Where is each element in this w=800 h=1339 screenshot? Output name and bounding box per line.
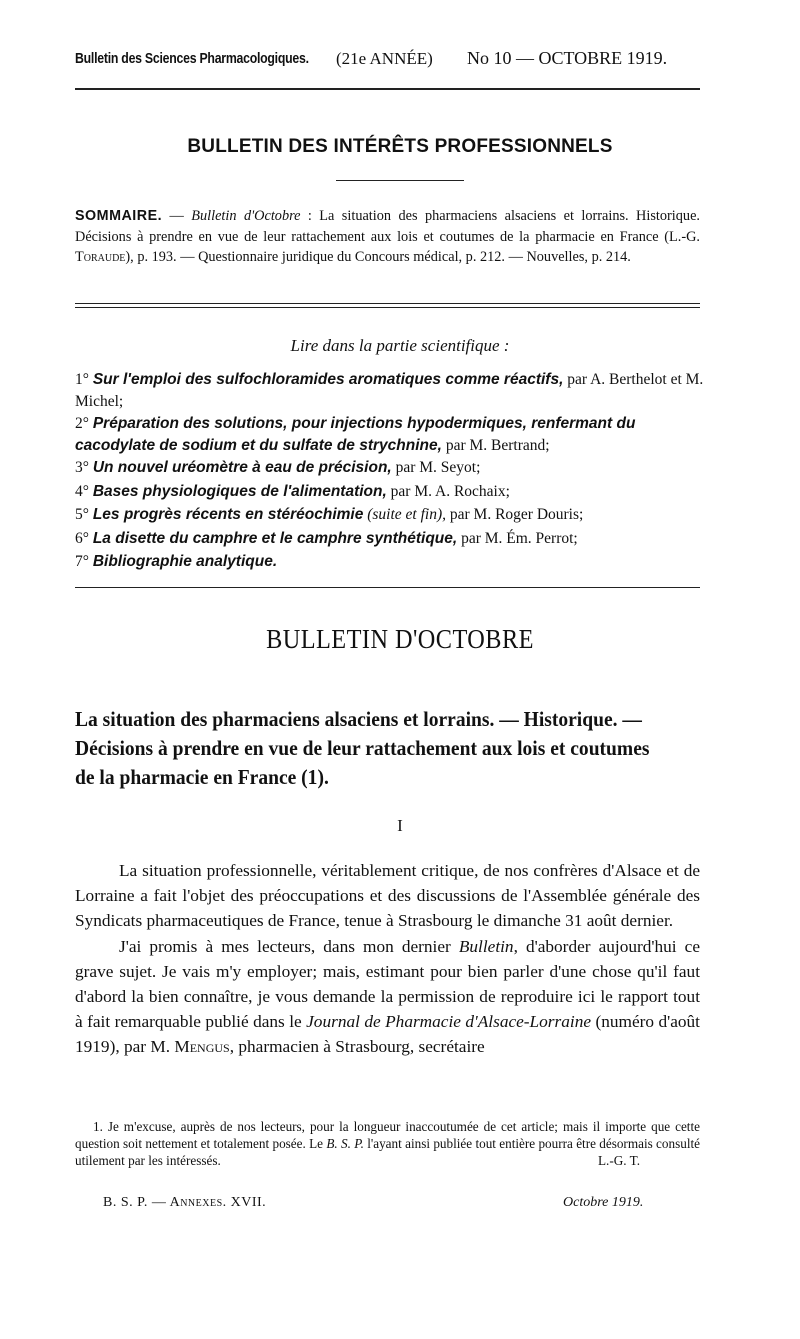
toc-intro: Lire dans la partie scientifique : bbox=[290, 336, 510, 355]
paragraph-1: La situation professionnelle, véritablement critique, de nos confrères d'Alsace et de Lorraine a fait l'objet des préoccupations et des discussions de l'Assemblée générale des Syndicats pharmaceutiques de France, tenue à Strasbourg le dimanche 31 août dernier. bbox=[75, 861, 700, 931]
footnote-text: l'ayant ainsi publiée tout entière pourra être désormais consulté utilement par les intéressés. bbox=[75, 1136, 700, 1169]
toc-num: 6° bbox=[75, 530, 89, 547]
summary-rule-2 bbox=[75, 307, 700, 308]
toc-authors: par M. Seyot; bbox=[391, 459, 481, 476]
toc-num: 5° bbox=[75, 506, 89, 523]
text: , pharmacien à Strasbourg, secrétaire bbox=[229, 1037, 485, 1057]
summary-author: L.-G. Toraude bbox=[75, 228, 700, 265]
toc-title: Préparation des solutions, pour injections hypodermiques, renfermant du cacodylate de sodium et du sulfate de strychnine, bbox=[75, 415, 636, 454]
summary-rule-1 bbox=[75, 303, 700, 304]
footer-reference: B. S. P. — Annexes. XVII. bbox=[103, 1195, 267, 1210]
paragraph-2 bbox=[75, 934, 700, 1060]
toc-rule bbox=[75, 587, 700, 588]
toc-title: La disette du camphre et le camphre synthétique, bbox=[92, 530, 458, 547]
toc-title: Les progrès récents en stéréochimie bbox=[92, 506, 364, 523]
toc-authors: par M. A. Rochaix; bbox=[386, 483, 510, 500]
toc-item bbox=[75, 481, 705, 503]
footnote-italic: B. S. P. bbox=[326, 1136, 364, 1152]
toc-item bbox=[75, 369, 705, 413]
toc-extra: (suite et fin), bbox=[363, 506, 446, 523]
toc-item bbox=[75, 551, 705, 573]
summary-text-2: ), p. 193. — Questionnaire juridique du Concours médical, p. 212. — Nouvelles, p. 214. bbox=[125, 249, 631, 265]
footnote-signature: L.-G. T. bbox=[598, 1153, 640, 1169]
toc-authors: par M. Ém. Perrot; bbox=[457, 530, 578, 547]
footnote-text: 1. Je m'excuse, auprès de nos lecteurs, pour la longueur inaccoutumée de cet article; mais il importe que cette question soit nettement et totalement posée. Le bbox=[75, 1119, 700, 1152]
footer-date: Octobre 1919. bbox=[563, 1195, 644, 1210]
article-body bbox=[75, 858, 700, 1060]
summary-text-1: : La situation des pharmaciens alsaciens et lorrains. Historique. Décisions à prendre en vue de leur rattachement aux lois et coutumes de la pharmacie en France ( bbox=[75, 208, 700, 245]
toc-authors: par M. Bertrand; bbox=[441, 437, 550, 454]
article-title: La situation des pharmaciens alsaciens et lorrains. — Historique. — Décisions à prendre en vue de leur rattachement aux lois et coutumes de la pharmacie en France (1). bbox=[75, 707, 650, 789]
toc-item bbox=[75, 457, 705, 479]
italic-bulletin: Bulletin bbox=[458, 936, 514, 956]
text: (numéro d'août 1919), par M. bbox=[75, 1012, 700, 1057]
toc-item bbox=[75, 528, 705, 550]
header-rule bbox=[75, 88, 700, 90]
summary-paragraph bbox=[75, 206, 700, 268]
summary-label: SOMMAIRE. bbox=[75, 208, 163, 224]
italic-journal: Journal de Pharmacie d'Alsace-Lorraine bbox=[306, 1012, 592, 1032]
toc-authors: par M. Roger Douris; bbox=[446, 506, 584, 523]
title-short-rule bbox=[336, 180, 464, 181]
toc-item bbox=[75, 504, 705, 526]
section-numeral: I bbox=[397, 816, 403, 835]
toc-num: 3° bbox=[75, 459, 89, 476]
summary-bulletin: Bulletin d'Octobre bbox=[191, 208, 301, 224]
toc-item bbox=[75, 413, 705, 457]
text: J'ai promis à mes lecteurs, dans mon dernier bbox=[119, 936, 459, 956]
person-name: Mengus bbox=[174, 1037, 230, 1057]
toc-title: Sur l'emploi des sulfochloramides aromatiques comme réactifs, bbox=[92, 371, 564, 388]
summary-dash: — bbox=[162, 208, 192, 224]
toc-authors: par A. Berthelot et M. Michel; bbox=[75, 371, 704, 410]
toc-title: Un nouvel uréomètre à eau de précision, bbox=[92, 459, 392, 476]
text: , d'aborder aujourd'hui ce grave sujet. Je vais m'y employer; mais, estimant pour bien parler d'une chose qu'il faut d'abord la bien connaître, je vous demande la permission de reproduire ici le rapport tout à fait remarquable publié dans le bbox=[75, 936, 700, 1032]
toc-title: Bases physiologiques de l'alimentation, bbox=[92, 483, 387, 500]
toc-num: 2° bbox=[75, 415, 89, 432]
toc-num: 1° bbox=[75, 371, 89, 388]
toc-title: Bibliographie analytique. bbox=[92, 553, 278, 570]
footnote bbox=[75, 1118, 700, 1170]
toc-num: 7° bbox=[75, 553, 89, 570]
toc-num: 4° bbox=[75, 483, 89, 500]
section-title: BULLETIN DES INTÉRÊTS PROFESSIONNELS bbox=[187, 136, 613, 157]
journal-name: Bulletin des Sciences Pharmacologiques. bbox=[75, 50, 309, 67]
bulletin-title: BULLETIN D'OCTOBRE bbox=[266, 624, 534, 654]
issue-number: No 10 — OCTOBRE 1919. bbox=[467, 48, 668, 68]
journal-year: (21e ANNÉE) bbox=[336, 49, 433, 68]
